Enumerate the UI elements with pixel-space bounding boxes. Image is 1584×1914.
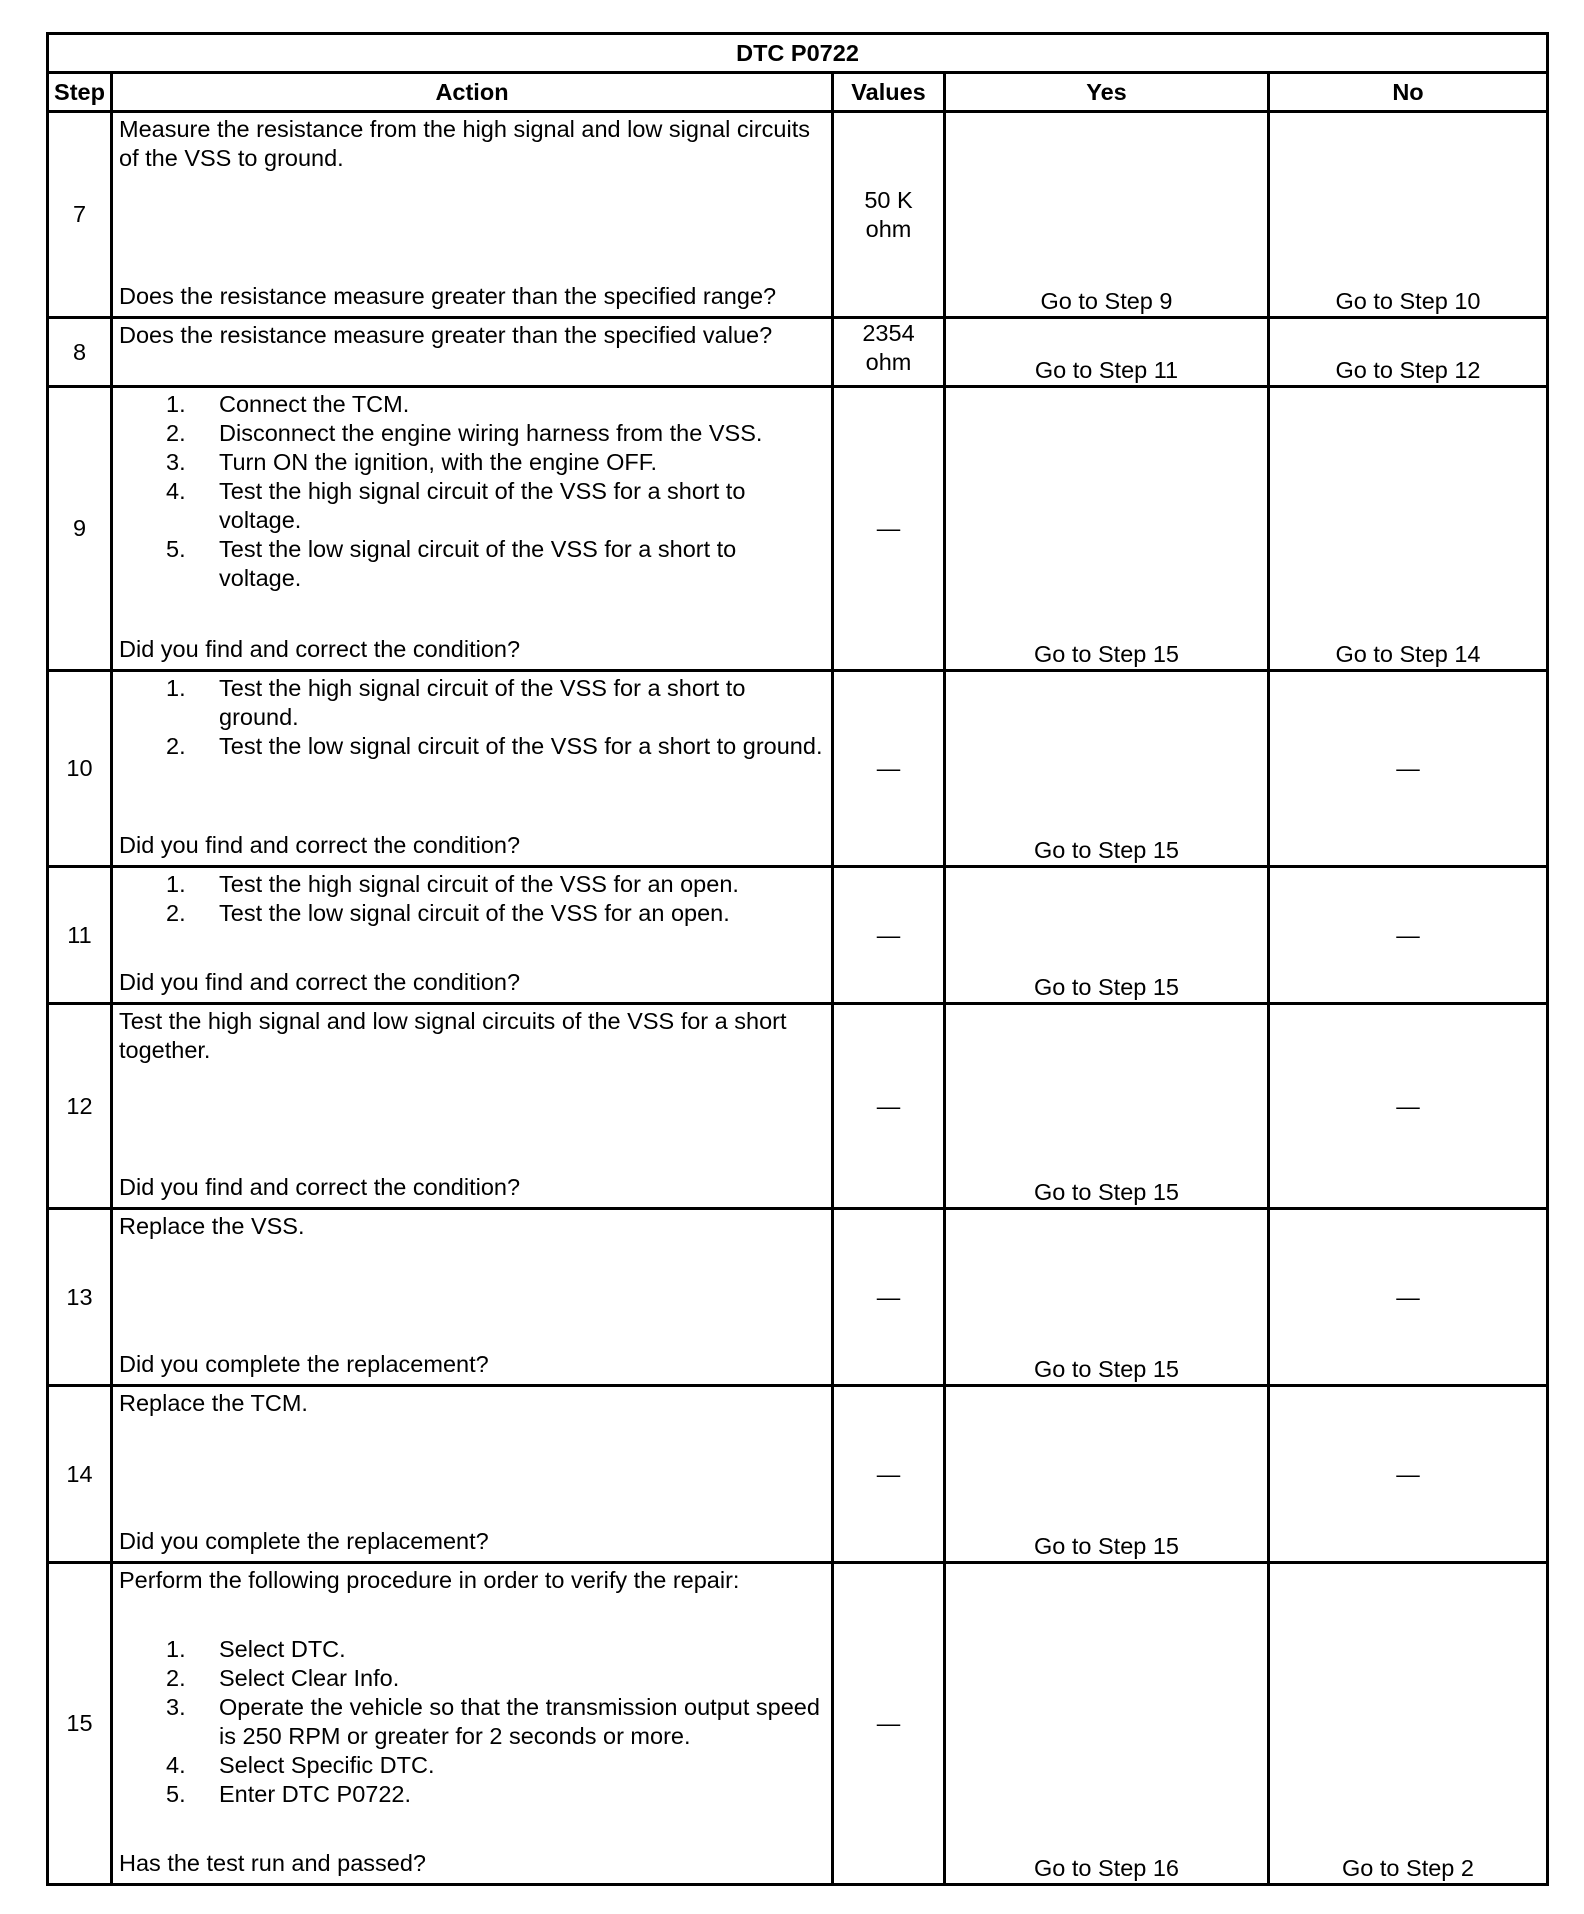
value-cell: — [833, 671, 945, 867]
procedure-list [119, 1635, 823, 1809]
step-number: 7 [48, 112, 112, 318]
list-item: 2. Test the low signal circuit of the VSS for an open. [166, 900, 730, 926]
action-intro: Measure the resistance from the high signal and low signal circuits of the VSS to ground. [119, 116, 810, 171]
step-number: 13 [48, 1209, 112, 1386]
value-unit: ohm [865, 215, 912, 242]
table-row [48, 1209, 1548, 1386]
action-cell [112, 1563, 833, 1885]
action-question: Did you complete the replacement? [119, 1351, 489, 1377]
step-number: 9 [48, 387, 112, 671]
procedure-list [119, 870, 823, 928]
no-cell: — [1269, 1386, 1548, 1563]
yes-cell: Go to Step 9 [945, 112, 1269, 318]
procedure-list [119, 390, 823, 593]
action-cell [112, 671, 833, 867]
value-line: 50 K [864, 186, 913, 213]
no-cell: Go to Step 10 [1269, 112, 1548, 318]
step-number: 8 [48, 318, 112, 387]
action-intro: Replace the TCM. [119, 1390, 308, 1416]
action-question: Does the resistance measure greater than the specified value? [119, 322, 773, 348]
action-intro: Test the high signal and low signal circuits of the VSS for a short together. [119, 1008, 787, 1063]
value-cell: — [833, 1209, 945, 1386]
no-cell: Go to Step 12 [1269, 318, 1548, 387]
list-item: 4. Select Specific DTC. [166, 1752, 435, 1778]
table-row [48, 671, 1548, 867]
action-question: Did you find and correct the condition? [119, 1174, 521, 1200]
step-number: 15 [48, 1563, 112, 1885]
list-item: 2. Disconnect the engine wiring harness from the VSS. [166, 420, 763, 446]
action-question: Did you find and correct the condition? [119, 636, 521, 662]
yes-cell: Go to Step 16 [945, 1563, 1269, 1885]
table-row [48, 112, 1548, 318]
list-item: 5. Test the low signal circuit of the VSS for a short to voltage. [166, 536, 737, 591]
list-item: 2. Select Clear Info. [166, 1665, 400, 1691]
no-cell: — [1269, 867, 1548, 1004]
header-yes: Yes [945, 73, 1269, 112]
value-cell [833, 112, 945, 318]
step-number: 11 [48, 867, 112, 1004]
action-cell [112, 112, 833, 318]
action-question: Did you find and correct the condition? [119, 832, 521, 858]
yes-cell: Go to Step 15 [945, 1209, 1269, 1386]
action-question: Did you find and correct the condition? [119, 969, 521, 995]
no-cell: Go to Step 14 [1269, 387, 1548, 671]
list-item: 1. Test the high signal circuit of the VSS for an open. [166, 871, 739, 897]
header-values: Values [833, 73, 945, 112]
table-row [48, 867, 1548, 1004]
action-cell [112, 387, 833, 671]
value-cell: — [833, 1004, 945, 1209]
table-row [48, 318, 1548, 387]
list-item: 3. Operate the vehicle so that the transmission output speed is 250 RPM or greater for 2 seconds or more. [166, 1694, 820, 1749]
no-cell: — [1269, 1004, 1548, 1209]
list-item: 1. Select DTC. [166, 1636, 346, 1662]
step-number: 10 [48, 671, 112, 867]
procedure-list [119, 674, 823, 761]
value-cell [833, 318, 945, 387]
action-cell [112, 1386, 833, 1563]
yes-cell: Go to Step 15 [945, 1386, 1269, 1563]
step-number: 12 [48, 1004, 112, 1209]
table-row [48, 387, 1548, 671]
action-question: Did you complete the replacement? [119, 1528, 489, 1554]
action-intro: Perform the following procedure in order to verify the repair: [119, 1567, 740, 1593]
table-row [48, 1563, 1548, 1885]
list-item: 1. Test the high signal circuit of the VSS for a short to ground. [166, 675, 746, 730]
no-cell: — [1269, 1209, 1548, 1386]
yes-cell: Go to Step 15 [945, 867, 1269, 1004]
table-title: DTC P0722 [48, 34, 1548, 73]
value-cell: — [833, 1563, 945, 1885]
value-cell: — [833, 867, 945, 1004]
list-item: 2. Test the low signal circuit of the VSS for a short to ground. [166, 733, 823, 759]
action-cell [112, 318, 833, 387]
yes-cell: Go to Step 15 [945, 671, 1269, 867]
list-item: 3. Turn ON the ignition, with the engine OFF. [166, 449, 658, 475]
header-step: Step [48, 73, 112, 112]
table-row [48, 1386, 1548, 1563]
step-number: 14 [48, 1386, 112, 1563]
action-cell [112, 867, 833, 1004]
action-intro: Replace the VSS. [119, 1213, 305, 1239]
header-row [48, 73, 1548, 112]
yes-cell: Go to Step 15 [945, 387, 1269, 671]
list-item: 4. Test the high signal circuit of the VSS for a short to voltage. [166, 478, 746, 533]
value-cell: — [833, 1386, 945, 1563]
yes-cell: Go to Step 11 [945, 318, 1269, 387]
list-item: 1. Connect the TCM. [166, 391, 410, 417]
action-cell [112, 1004, 833, 1209]
no-cell: Go to Step 2 [1269, 1563, 1548, 1885]
value-unit: ohm [865, 349, 912, 375]
yes-cell: Go to Step 15 [945, 1004, 1269, 1209]
header-action: Action [112, 73, 833, 112]
header-no: No [1269, 73, 1548, 112]
no-cell: — [1269, 671, 1548, 867]
title-row [48, 34, 1548, 73]
list-item: 5. Enter DTC P0722. [166, 1781, 412, 1807]
action-cell [112, 1209, 833, 1386]
action-question: Does the resistance measure greater than the specified range? [119, 283, 777, 309]
value-cell: — [833, 387, 945, 671]
value-line: 2354 [862, 320, 915, 346]
action-question: Has the test run and passed? [119, 1850, 427, 1876]
table-row [48, 1004, 1548, 1209]
dtc-table [46, 32, 1549, 1886]
